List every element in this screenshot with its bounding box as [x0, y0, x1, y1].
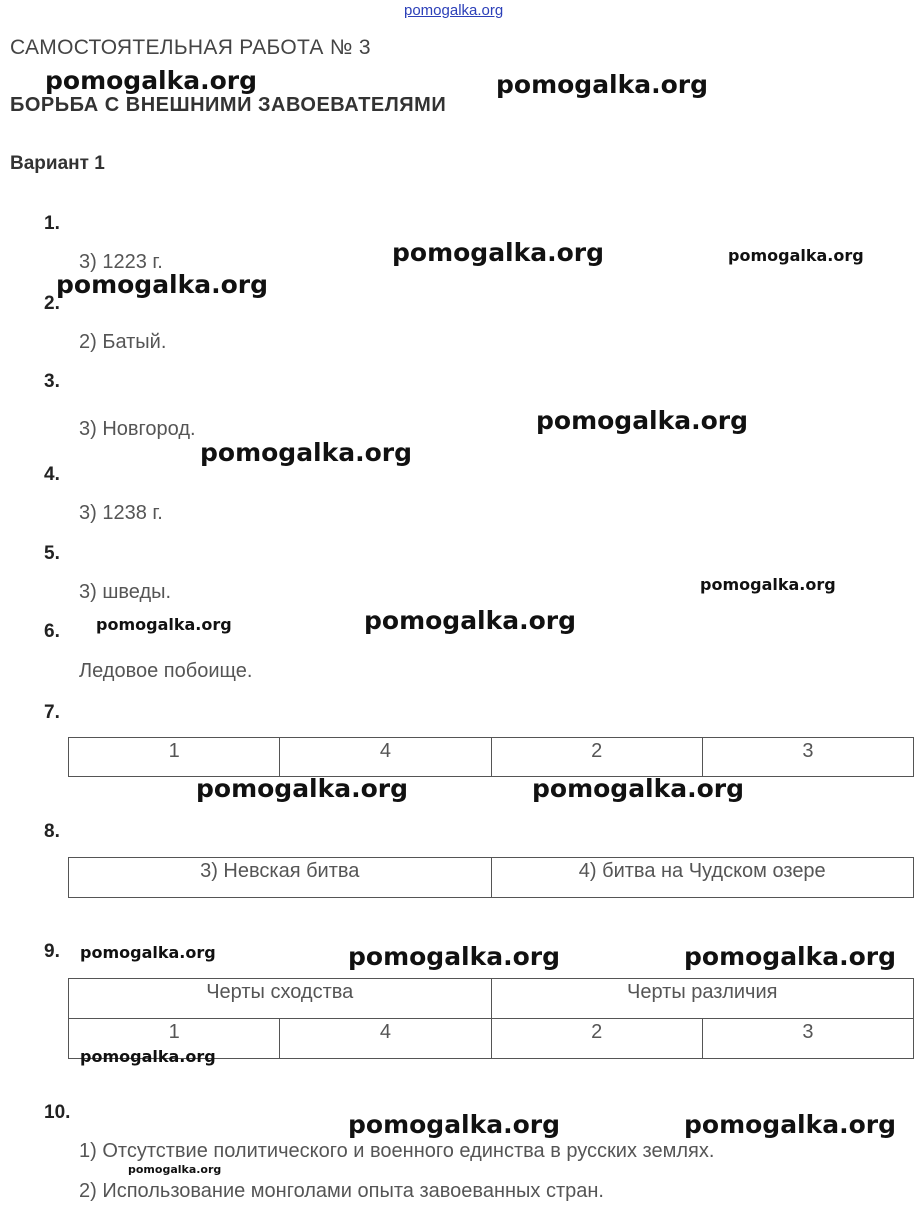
question-number: 5.: [44, 543, 60, 564]
question-number: 4.: [44, 464, 60, 485]
table-cell: 4: [280, 1019, 491, 1059]
top-watermark-link[interactable]: pomogalka.org: [404, 2, 504, 19]
table-cell: 3) Невская битва: [69, 858, 492, 898]
table-cell: 1: [69, 738, 280, 777]
watermark-text: pomogalka.org: [532, 774, 745, 803]
watermark-text: pomogalka.org: [56, 270, 269, 299]
question-number: 10.: [44, 1102, 71, 1123]
watermark-text: pomogalka.org: [700, 575, 836, 594]
watermark-text: pomogalka.org: [392, 238, 605, 267]
answer-text: 3) шведы.: [79, 581, 172, 603]
table-cell: 2: [491, 738, 702, 777]
watermark-text: pomogalka.org: [45, 66, 258, 95]
table-cell: 3: [702, 738, 913, 777]
variant-heading: Вариант 1: [10, 153, 105, 174]
answer-table-8: [68, 857, 914, 898]
watermark-text: pomogalka.org: [196, 774, 409, 803]
watermark-text: pomogalka.org: [728, 246, 864, 265]
answer-text: 2) Батый.: [79, 331, 167, 353]
table-cell: 2: [491, 1019, 702, 1059]
answer-text: 3) 1238 г.: [79, 502, 163, 524]
question-number: 6.: [44, 621, 60, 642]
table-cell: 4) битва на Чудском озере: [491, 858, 914, 898]
page-subtitle: БОРЬБА С ВНЕШНИМИ ЗАВОЕВАТЕЛЯМИ: [10, 94, 447, 116]
question-number: 7.: [44, 702, 60, 723]
watermark-text: pomogalka.org: [496, 70, 709, 99]
table-cell: 3: [702, 1019, 913, 1059]
answer-table-7: [68, 737, 914, 777]
watermark-text: pomogalka.org: [536, 406, 749, 435]
watermark-text: pomogalka.org: [684, 942, 897, 971]
question-number: 2.: [44, 293, 60, 314]
question-number: 1.: [44, 213, 60, 234]
answer-text: 1) Отсутствие политического и военного единства в русских землях.: [79, 1140, 715, 1162]
watermark-text: pomogalka.org: [364, 606, 577, 635]
watermark-text: pomogalka.org: [684, 1110, 897, 1139]
watermark-text: pomogalka.org: [96, 615, 232, 634]
answer-text: Ледовое побоище.: [79, 660, 253, 682]
watermark-text: pomogalka.org: [80, 1047, 216, 1066]
question-number: 9.: [44, 941, 60, 962]
answer-text: 2) Использование монголами опыта завоеванных стран.: [79, 1180, 604, 1202]
table-header: Черты сходства: [69, 979, 492, 1019]
question-number: 3.: [44, 371, 60, 392]
watermark-text: pomogalka.org: [348, 942, 561, 971]
watermark-text: pomogalka.org: [200, 438, 413, 467]
table-cell: 4: [280, 738, 491, 777]
table-cell: 1: [69, 1019, 280, 1059]
watermark-text: pomogalka.org: [128, 1163, 222, 1176]
watermark-text: pomogalka.org: [80, 943, 216, 962]
page-title: САМОСТОЯТЕЛЬНАЯ РАБОТА № 3: [10, 36, 371, 59]
watermark-text: pomogalka.org: [348, 1110, 561, 1139]
answer-text: 3) 1223 г.: [79, 251, 163, 273]
answer-text: 3) Новгород.: [79, 418, 196, 440]
question-number: 8.: [44, 821, 60, 842]
table-header: Черты различия: [491, 979, 914, 1019]
